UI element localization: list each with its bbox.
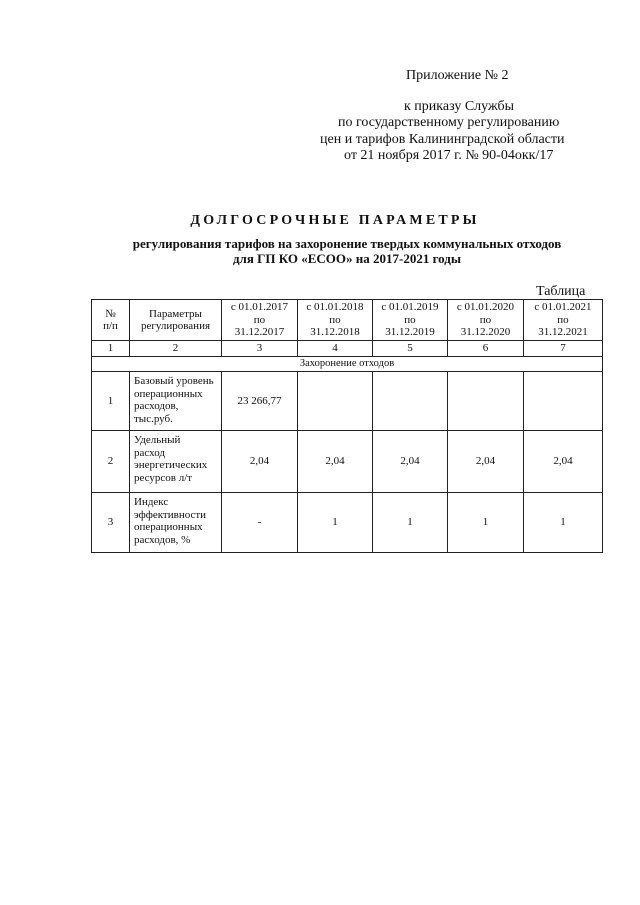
table-row — [92, 493, 603, 553]
column-number-row — [92, 341, 603, 357]
appendix-service-line: по государственному регулированию — [338, 115, 560, 130]
row-index: 1 — [92, 372, 130, 431]
column-number: 6 — [448, 341, 524, 357]
row-value-2020 — [448, 372, 524, 431]
row-value-2017: 2,04 — [222, 431, 298, 493]
row-value-2020: 1 — [448, 493, 524, 553]
column-number: 2 — [130, 341, 222, 357]
header-number: № п/п — [92, 300, 130, 341]
table-header-row — [92, 300, 603, 341]
row-value-2021: 2,04 — [524, 431, 603, 493]
column-number: 1 — [92, 341, 130, 357]
row-value-2017: - — [222, 493, 298, 553]
row-value-2020: 2,04 — [448, 431, 524, 493]
header-period-2019: с 01.01.2019 по 31.12.2019 — [373, 300, 448, 341]
table-caption: Таблица — [536, 284, 586, 299]
header-period-2017: с 01.01.2017 по 31.12.2017 — [222, 300, 298, 341]
row-label: Удельный расход энергетических ресурсов л/т — [130, 431, 222, 493]
row-value-2019 — [373, 372, 448, 431]
appendix-number: Приложение № 2 — [406, 68, 509, 83]
subtitle-line-2: для ГП КО «ЕСОО» на 2017-2021 годы — [232, 251, 462, 266]
row-index: 3 — [92, 493, 130, 553]
row-value-2018 — [298, 372, 373, 431]
header-period-2020: с 01.01.2020 по 31.12.2020 — [448, 300, 524, 341]
header-period-2018: с 01.01.2018 по 31.12.2018 — [298, 300, 373, 341]
section-row — [92, 357, 603, 372]
row-value-2018: 1 — [298, 493, 373, 553]
table-row — [92, 372, 603, 431]
row-value-2021 — [524, 372, 603, 431]
appendix-block — [300, 68, 590, 165]
subtitle-line-1: регулирования тарифов на захоронение твердых коммунальных отходов — [132, 236, 562, 251]
document-subtitle — [0, 236, 640, 266]
row-value-2019: 1 — [373, 493, 448, 553]
row-label: Индекс эффективности операционных расходов, % — [130, 493, 222, 553]
appendix-date-line: от 21 ноября 2017 г. № 90-04окк/17 — [344, 148, 554, 163]
document-title: ДОЛГОСРОЧНЫЕ ПАРАМЕТРЫ — [190, 213, 480, 228]
row-index: 2 — [92, 431, 130, 493]
row-value-2017: 23 266,77 — [222, 372, 298, 431]
appendix-order-line: к приказу Службы — [404, 98, 514, 114]
parameters-table — [91, 299, 603, 553]
header-parameters: Параметры регулирования — [130, 300, 222, 341]
table-row — [92, 431, 603, 493]
column-number: 3 — [222, 341, 298, 357]
row-label: Базовый уровень операционных расходов, тыс.руб. — [130, 372, 222, 431]
column-number: 7 — [524, 341, 603, 357]
row-value-2021: 1 — [524, 493, 603, 553]
row-value-2019: 2,04 — [373, 431, 448, 493]
appendix-region-line: цен и тарифов Калининградской области — [320, 131, 565, 147]
column-number: 4 — [298, 341, 373, 357]
header-period-2021: с 01.01.2021 по 31.12.2021 — [524, 300, 603, 341]
column-number: 5 — [373, 341, 448, 357]
row-value-2018: 2,04 — [298, 431, 373, 493]
section-title: Захоронение отходов — [92, 357, 603, 372]
